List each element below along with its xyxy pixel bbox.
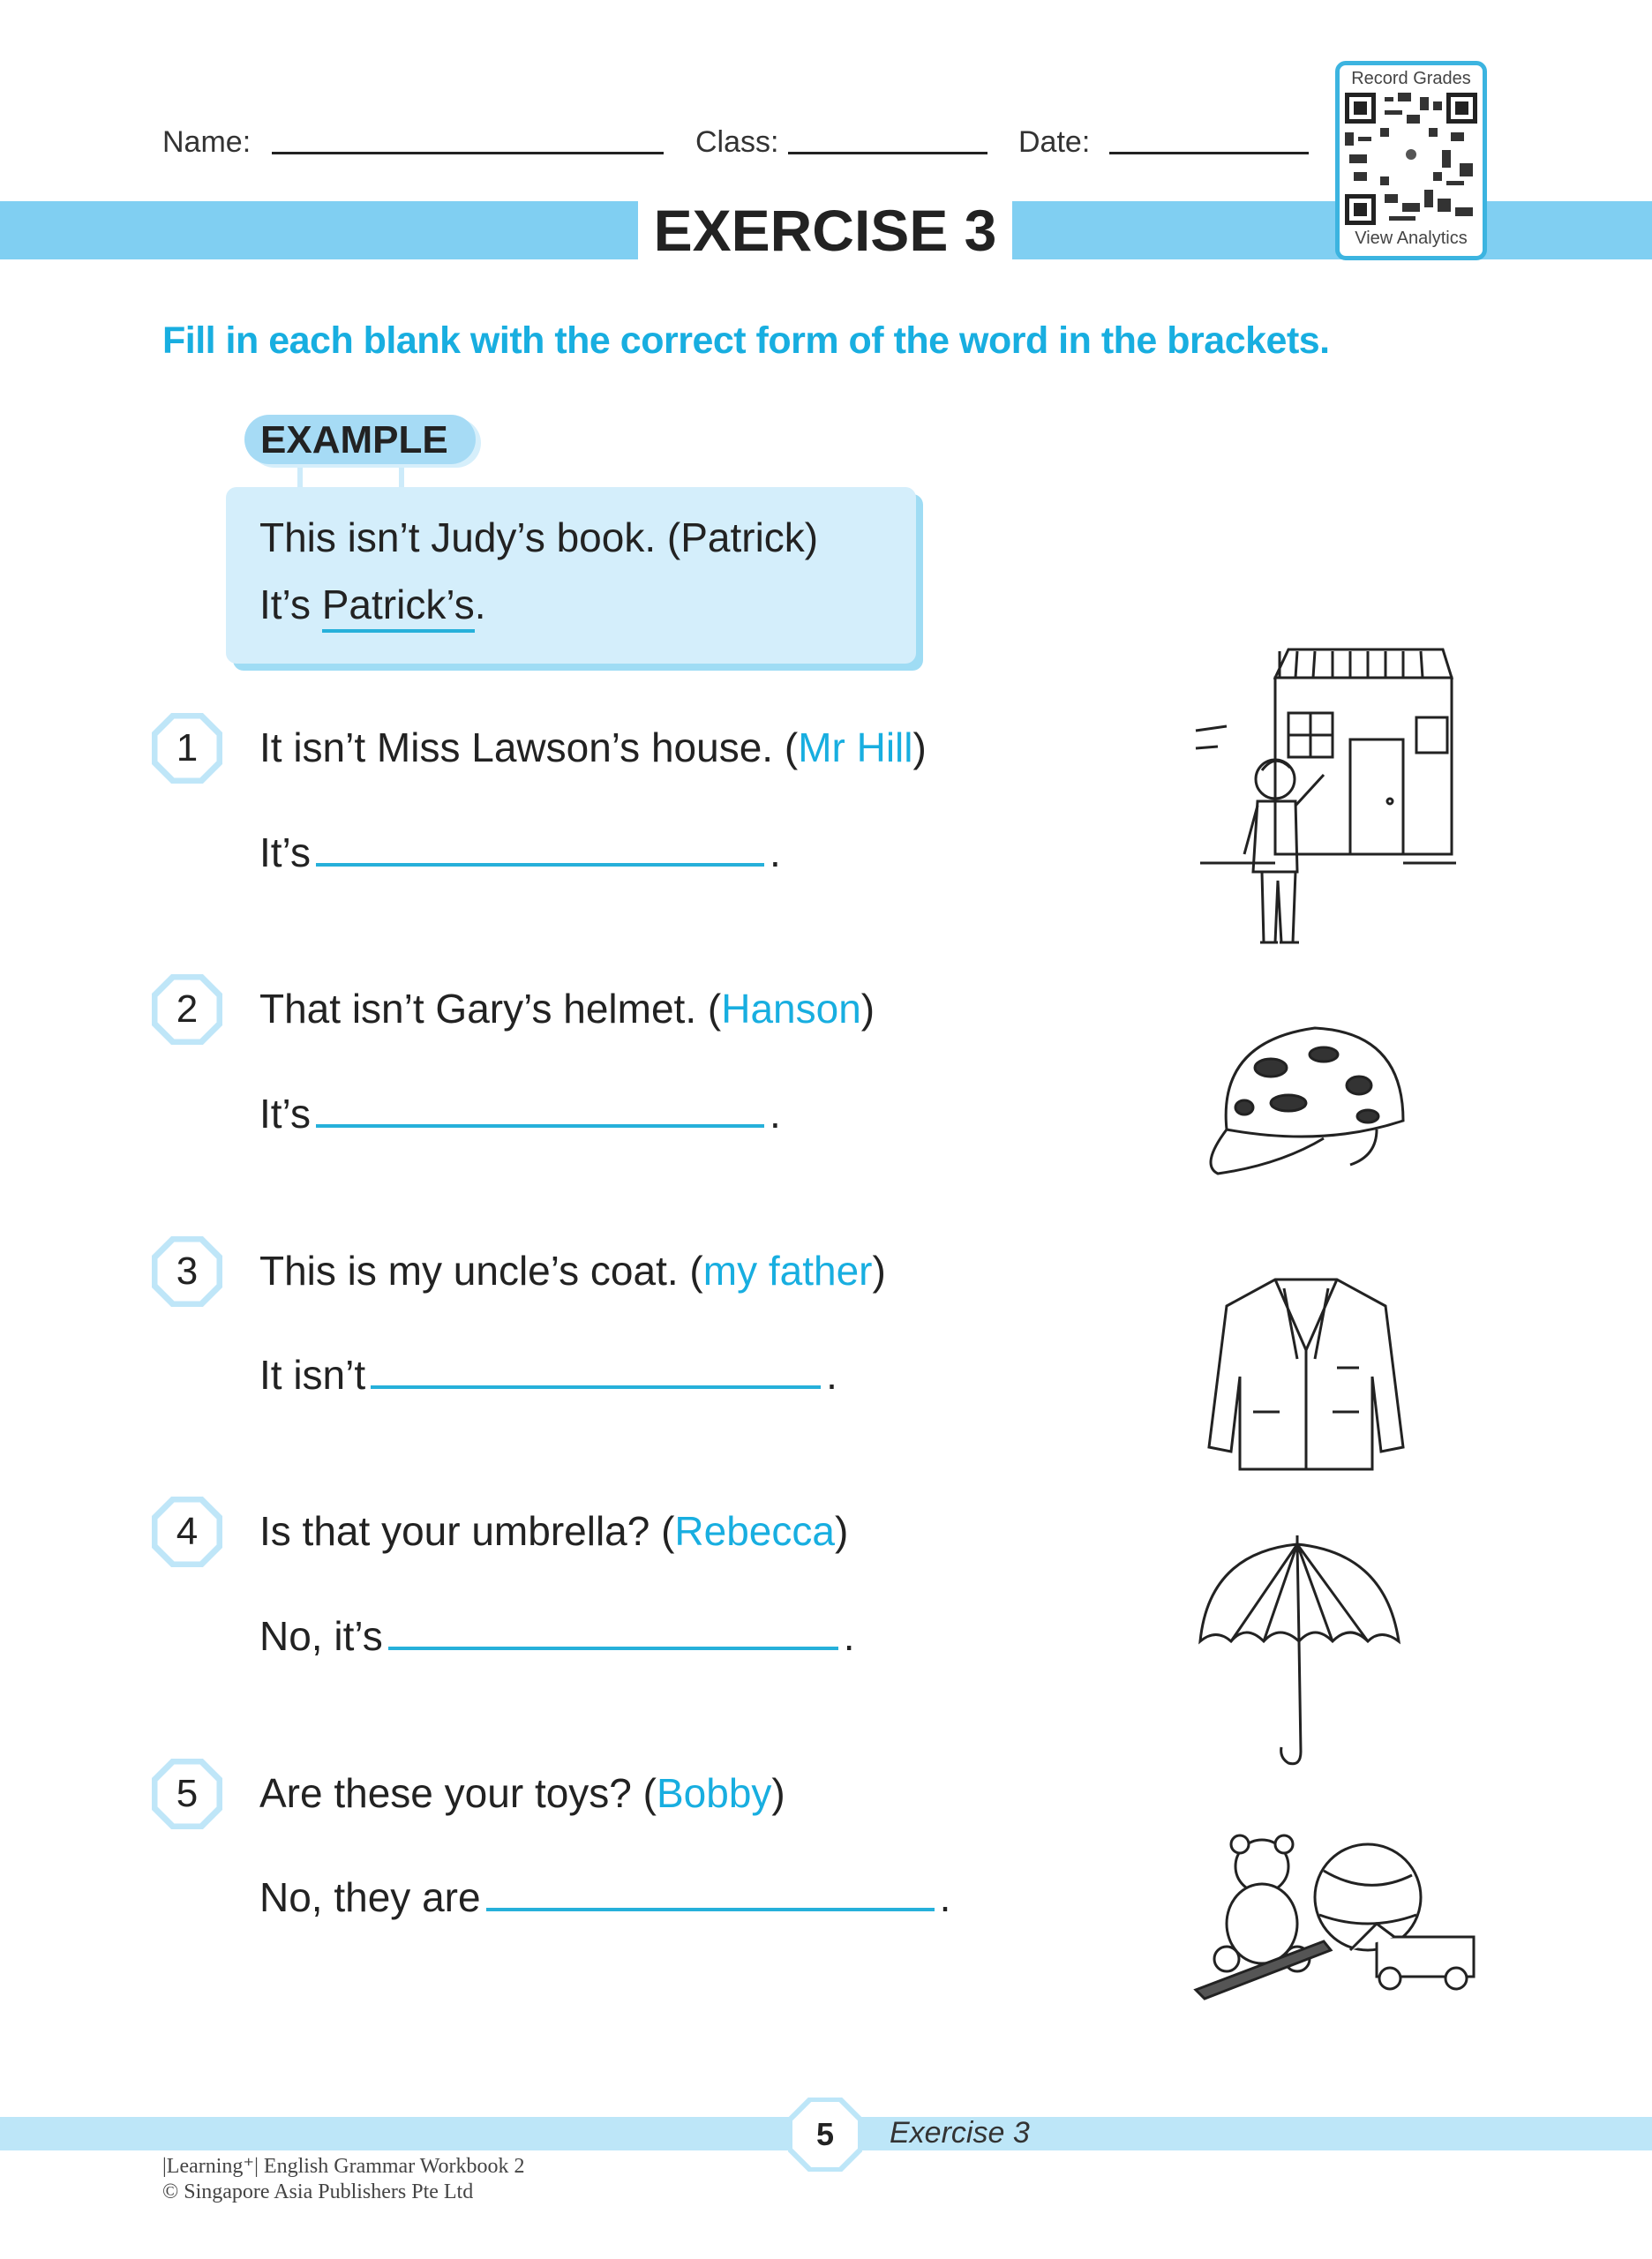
question-text [259, 1247, 886, 1295]
answer-prefix: It’s [259, 1091, 311, 1137]
footer-book: |Learning⁺| English Grammar Workbook 2 [162, 2155, 525, 2178]
answer-prefix: It isn’t [259, 1352, 366, 1398]
qr-code-panel[interactable] [1335, 61, 1487, 260]
page-number: 5 [815, 2116, 835, 2152]
footer-copyright: © Singapore Asia Publishers Pte Ltd [162, 2180, 474, 2203]
question-stem: That isn’t Gary’s helmet. ( [259, 986, 722, 1032]
question-close: ) [834, 1508, 849, 1554]
answer-line [259, 1872, 950, 1921]
question-stem: Is that your umbrella? ( [259, 1508, 675, 1554]
question-number: 1 [176, 726, 199, 769]
class-field[interactable] [788, 152, 987, 154]
qr-bottom-label: View Analytics [1355, 229, 1468, 248]
question-close: ) [771, 1770, 785, 1816]
toys-icon [1191, 1827, 1483, 2003]
question-text [259, 985, 875, 1032]
page-title: EXERCISE 3 [638, 196, 1012, 263]
answer-prefix: It’s [259, 829, 311, 875]
answer-period: . [939, 1874, 951, 1920]
question-number: 3 [176, 1250, 199, 1293]
answer-line [259, 1350, 837, 1399]
date-field[interactable] [1109, 152, 1309, 154]
answer-blank[interactable] [388, 1611, 838, 1650]
question-stem: This is my uncle’s coat. ( [259, 1248, 703, 1294]
question-text [259, 724, 927, 771]
example-answer-prefix: It’s [259, 582, 322, 627]
name-field[interactable] [272, 152, 664, 154]
helmet-icon [1191, 1015, 1421, 1191]
answer-line [259, 1089, 781, 1137]
qr-top-label: Record Grades [1351, 69, 1471, 88]
example-tab [244, 415, 476, 464]
answer-prefix: No, they are [259, 1874, 481, 1920]
class-label: Class: [695, 125, 779, 159]
answer-blank[interactable] [486, 1872, 935, 1911]
question-number: 5 [176, 1772, 199, 1815]
answer-blank[interactable] [316, 1089, 764, 1128]
coat-icon [1191, 1271, 1421, 1474]
answer-period: . [843, 1613, 855, 1659]
date-label: Date: [1018, 125, 1091, 159]
house-with-man-icon [1191, 642, 1456, 960]
question-hint: my father [702, 1248, 873, 1294]
example-question: This isn’t Judy’s book. (Patrick) [259, 514, 819, 560]
answer-period: . [769, 1091, 781, 1137]
question-number-badge [152, 974, 222, 1045]
question-number-badge [152, 713, 222, 784]
question-close: ) [872, 1248, 886, 1294]
question-hint: Mr Hill [798, 724, 913, 770]
answer-blank[interactable] [371, 1350, 821, 1389]
page-number-badge [788, 2098, 862, 2172]
question-close: ) [860, 986, 875, 1032]
example-answer [259, 581, 486, 628]
question-number-badge [152, 1759, 222, 1829]
qr-code-icon [1345, 93, 1477, 225]
answer-prefix: No, it’s [259, 1613, 383, 1659]
example-answer-word: Patrick’s [322, 582, 475, 633]
question-number-badge [152, 1236, 222, 1307]
instruction: Fill in each blank with the correct form of the word in the brackets. [162, 319, 1330, 362]
question-hint: Bobby [656, 1770, 772, 1816]
answer-line [259, 828, 781, 876]
footer-section: Exercise 3 [890, 2116, 1030, 2150]
question-stem: It isn’t Miss Lawson’s house. ( [259, 724, 799, 770]
answer-period: . [826, 1352, 837, 1398]
example-tab-label: EXAMPLE [260, 418, 448, 462]
example-answer-period: . [474, 582, 486, 627]
question-stem: Are these your toys? ( [259, 1770, 657, 1816]
question-close: ) [912, 724, 927, 770]
question-text [259, 1769, 785, 1817]
answer-line [259, 1611, 855, 1660]
example-tab-stem [399, 464, 404, 489]
question-text [259, 1507, 848, 1555]
umbrella-icon [1191, 1535, 1412, 1774]
question-number: 4 [176, 1510, 199, 1553]
question-hint: Hanson [721, 986, 861, 1032]
example-tab-stem [297, 464, 303, 489]
question-number-badge [152, 1497, 222, 1567]
question-number: 2 [176, 987, 199, 1031]
answer-blank[interactable] [316, 828, 764, 867]
question-hint: Rebecca [674, 1508, 835, 1554]
answer-period: . [769, 829, 781, 875]
name-label: Name: [162, 125, 252, 159]
